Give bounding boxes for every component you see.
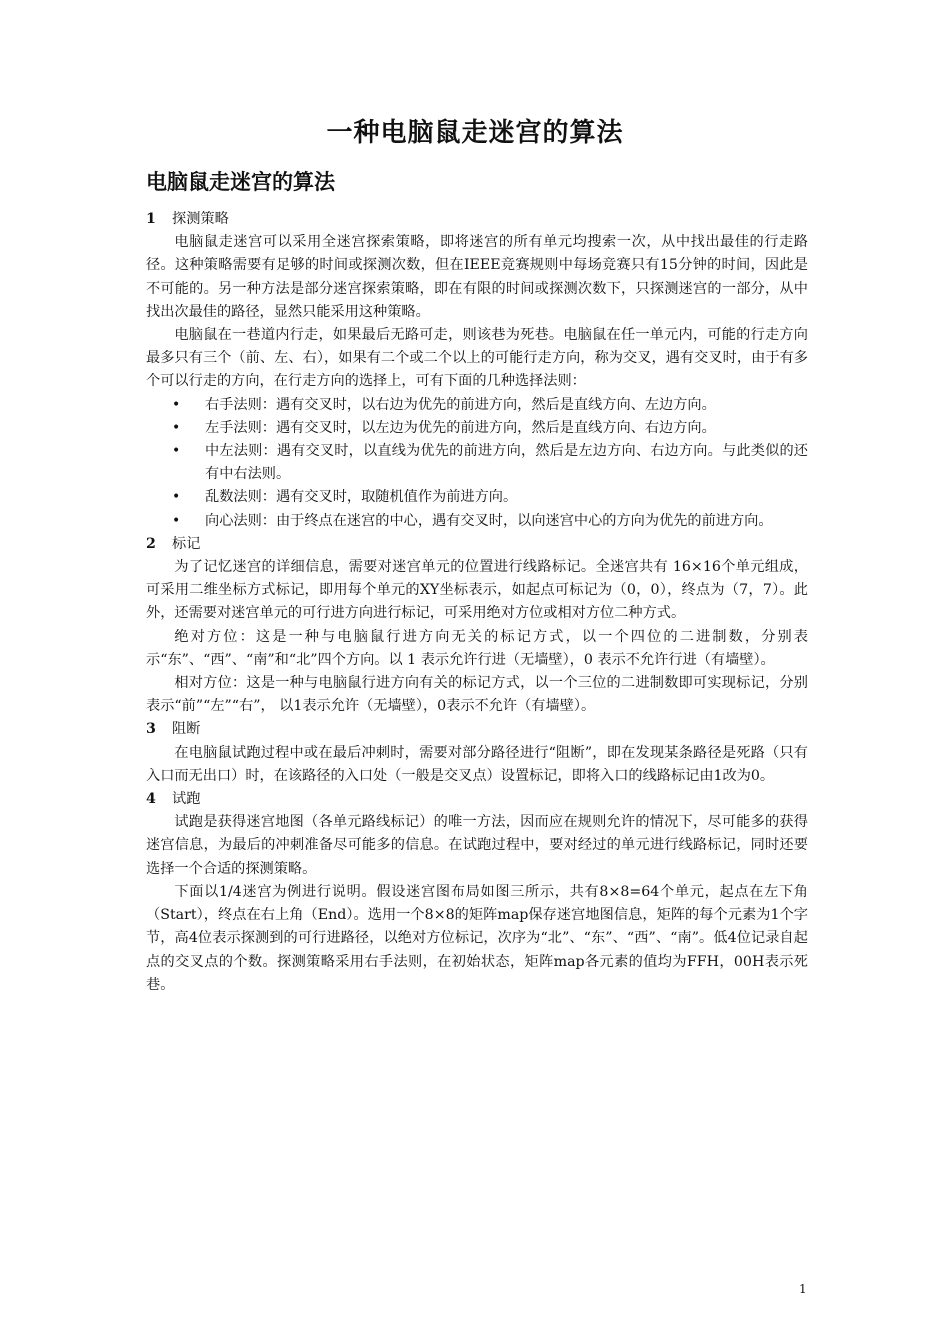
paragraph: 电脑鼠在一巷道内行走，如果最后无路可走，则该巷为死巷。电脑鼠在任一单元内，可能的行走方向最多只有三个（前、左、右），如果有二个或二个以上的可能行走方向，称为交叉，遇有交叉时，由于有多个可以行走的方向，在行走方向的选择上，可有下面的几种选择法则： — [146, 327, 808, 390]
rule-list — [146, 394, 808, 533]
bullet-icon: • — [172, 443, 181, 460]
section-number: 3 — [146, 721, 156, 738]
section-heading-3 — [146, 718, 808, 741]
list-item — [146, 510, 808, 533]
document-body — [146, 208, 808, 997]
bullet-icon: • — [172, 512, 181, 529]
paragraph: 电脑鼠走迷宫可以采用全迷宫探索策略，即将迷宫的所有单元均搜索一次，从中找出最佳的行走路径。这种策略需要有足够的时间或探测次数，但在IEEE竞赛规则中每场竞赛只有15分钟的时间，因此是不可能的。另一种方法是部分迷宫探索策略，即在有限的时间或探测次数下，只探测迷宫的一部分，从中找出次最佳的路径，显然只能采用这种策略。 — [146, 234, 808, 320]
bullet-icon: • — [172, 419, 181, 436]
section-heading-1 — [146, 208, 808, 231]
section-number: 1 — [146, 211, 156, 227]
list-item-text: 左手法则：遇有交叉时，以左边为优先的前进方向，然后是直线方向、右边方向。 — [205, 419, 716, 436]
list-item — [146, 486, 808, 509]
bullet-icon: • — [172, 396, 181, 413]
paragraph: 绝对方位：这是一种与电脑鼠行进方向无关的标记方式，以一个四位的二进制数，分别表示“东”、“西”、“南”和“北”四个方向。以 1 表示允许行进（无墙壁），0 表示不允许行进（有墙壁）。 — [146, 628, 808, 668]
section-heading-2 — [146, 533, 808, 556]
list-item — [146, 394, 808, 417]
list-item-text: 右手法则：遇有交叉时，以右边为优先的前进方向，然后是直线方向、左边方向。 — [205, 396, 716, 413]
section-heading-4 — [146, 788, 808, 811]
paragraph: 下面以1/4迷宫为例进行说明。假设迷宫图布局如图三所示，共有8×8=64个单元，起点在左下角（Start），终点在右上角（End）。选用一个8×8的矩阵map保存迷宫地图信息，矩阵的每个元素为1个字节，高4位表示探测到的可行进路径，以绝对方位标记，次序为“北”、“东”、“西”、“南”。低4位记录自起点的交叉点的个数。探测策略采用右手法则，在初始状态，矩阵map各元素的值均为FFH，00H表示死巷。 — [146, 883, 808, 993]
paragraph: 试跑是获得迷宫地图（各单元路线标记）的唯一方法，因而应在规则允许的情况下，尽可能多的获得迷宫信息，为最后的冲刺准备尽可能多的信息。在试跑过程中，要对经过的单元进行线路标记，同时还要选择一个合适的探测策略。 — [146, 814, 808, 877]
list-item-text: 中左法则：遇有交叉时，以直线为优先的前进方向，然后是左边方向、右边方向。与此类似的还有中右法则。 — [205, 443, 808, 483]
paragraph: 相对方位：这是一种与电脑鼠行进方向有关的标记方式，以一个三位的二进制数即可实现标记，分别表示“前”“左”“右”， 以1表示允许（无墙壁），0表示不允许（有墙壁）。 — [146, 675, 808, 715]
section-title: 试跑 — [172, 791, 201, 808]
section-title: 探测策略 — [172, 211, 229, 227]
document-title: 一种电脑鼠走迷宫的算法 — [326, 118, 624, 148]
paragraph: 在电脑鼠试跑过程中或在最后冲刺时，需要对部分路径进行“阻断”，即在发现某条路径是死路（只有入口而无出口）时，在该路径的入口处（一般是交叉点）设置标记，即将入口的线路标记由1改为0。 — [146, 744, 808, 784]
list-item — [146, 440, 808, 486]
section-title: 标记 — [172, 535, 201, 552]
section-number: 2 — [146, 535, 156, 552]
section-title: 阻断 — [172, 721, 201, 738]
paragraph: 为了记忆迷宫的详细信息，需要对迷宫单元的位置进行线路标记。全迷宫共有 16×16个单元组成，可采用二维坐标方式标记，即用每个单元的XY坐标表示，如起点可标记为（0，0），终点为（7，7）。此外，还需要对迷宫单元的可行进方向进行标记，可采用绝对方位或相对方位二种方式。 — [146, 559, 808, 622]
page-number: 1 — [799, 1282, 807, 1296]
section-number: 4 — [146, 791, 156, 808]
document-subtitle: 电脑鼠走迷宫的算法 — [146, 170, 335, 194]
bullet-icon: • — [172, 489, 181, 506]
list-item — [146, 417, 808, 440]
list-item-text: 向心法则：由于终点在迷宫的中心，遇有交叉时，以向迷宫中心的方向为优先的前进方向。 — [205, 512, 773, 529]
list-item-text: 乱数法则：遇有交叉时，取随机值作为前进方向。 — [205, 489, 518, 506]
